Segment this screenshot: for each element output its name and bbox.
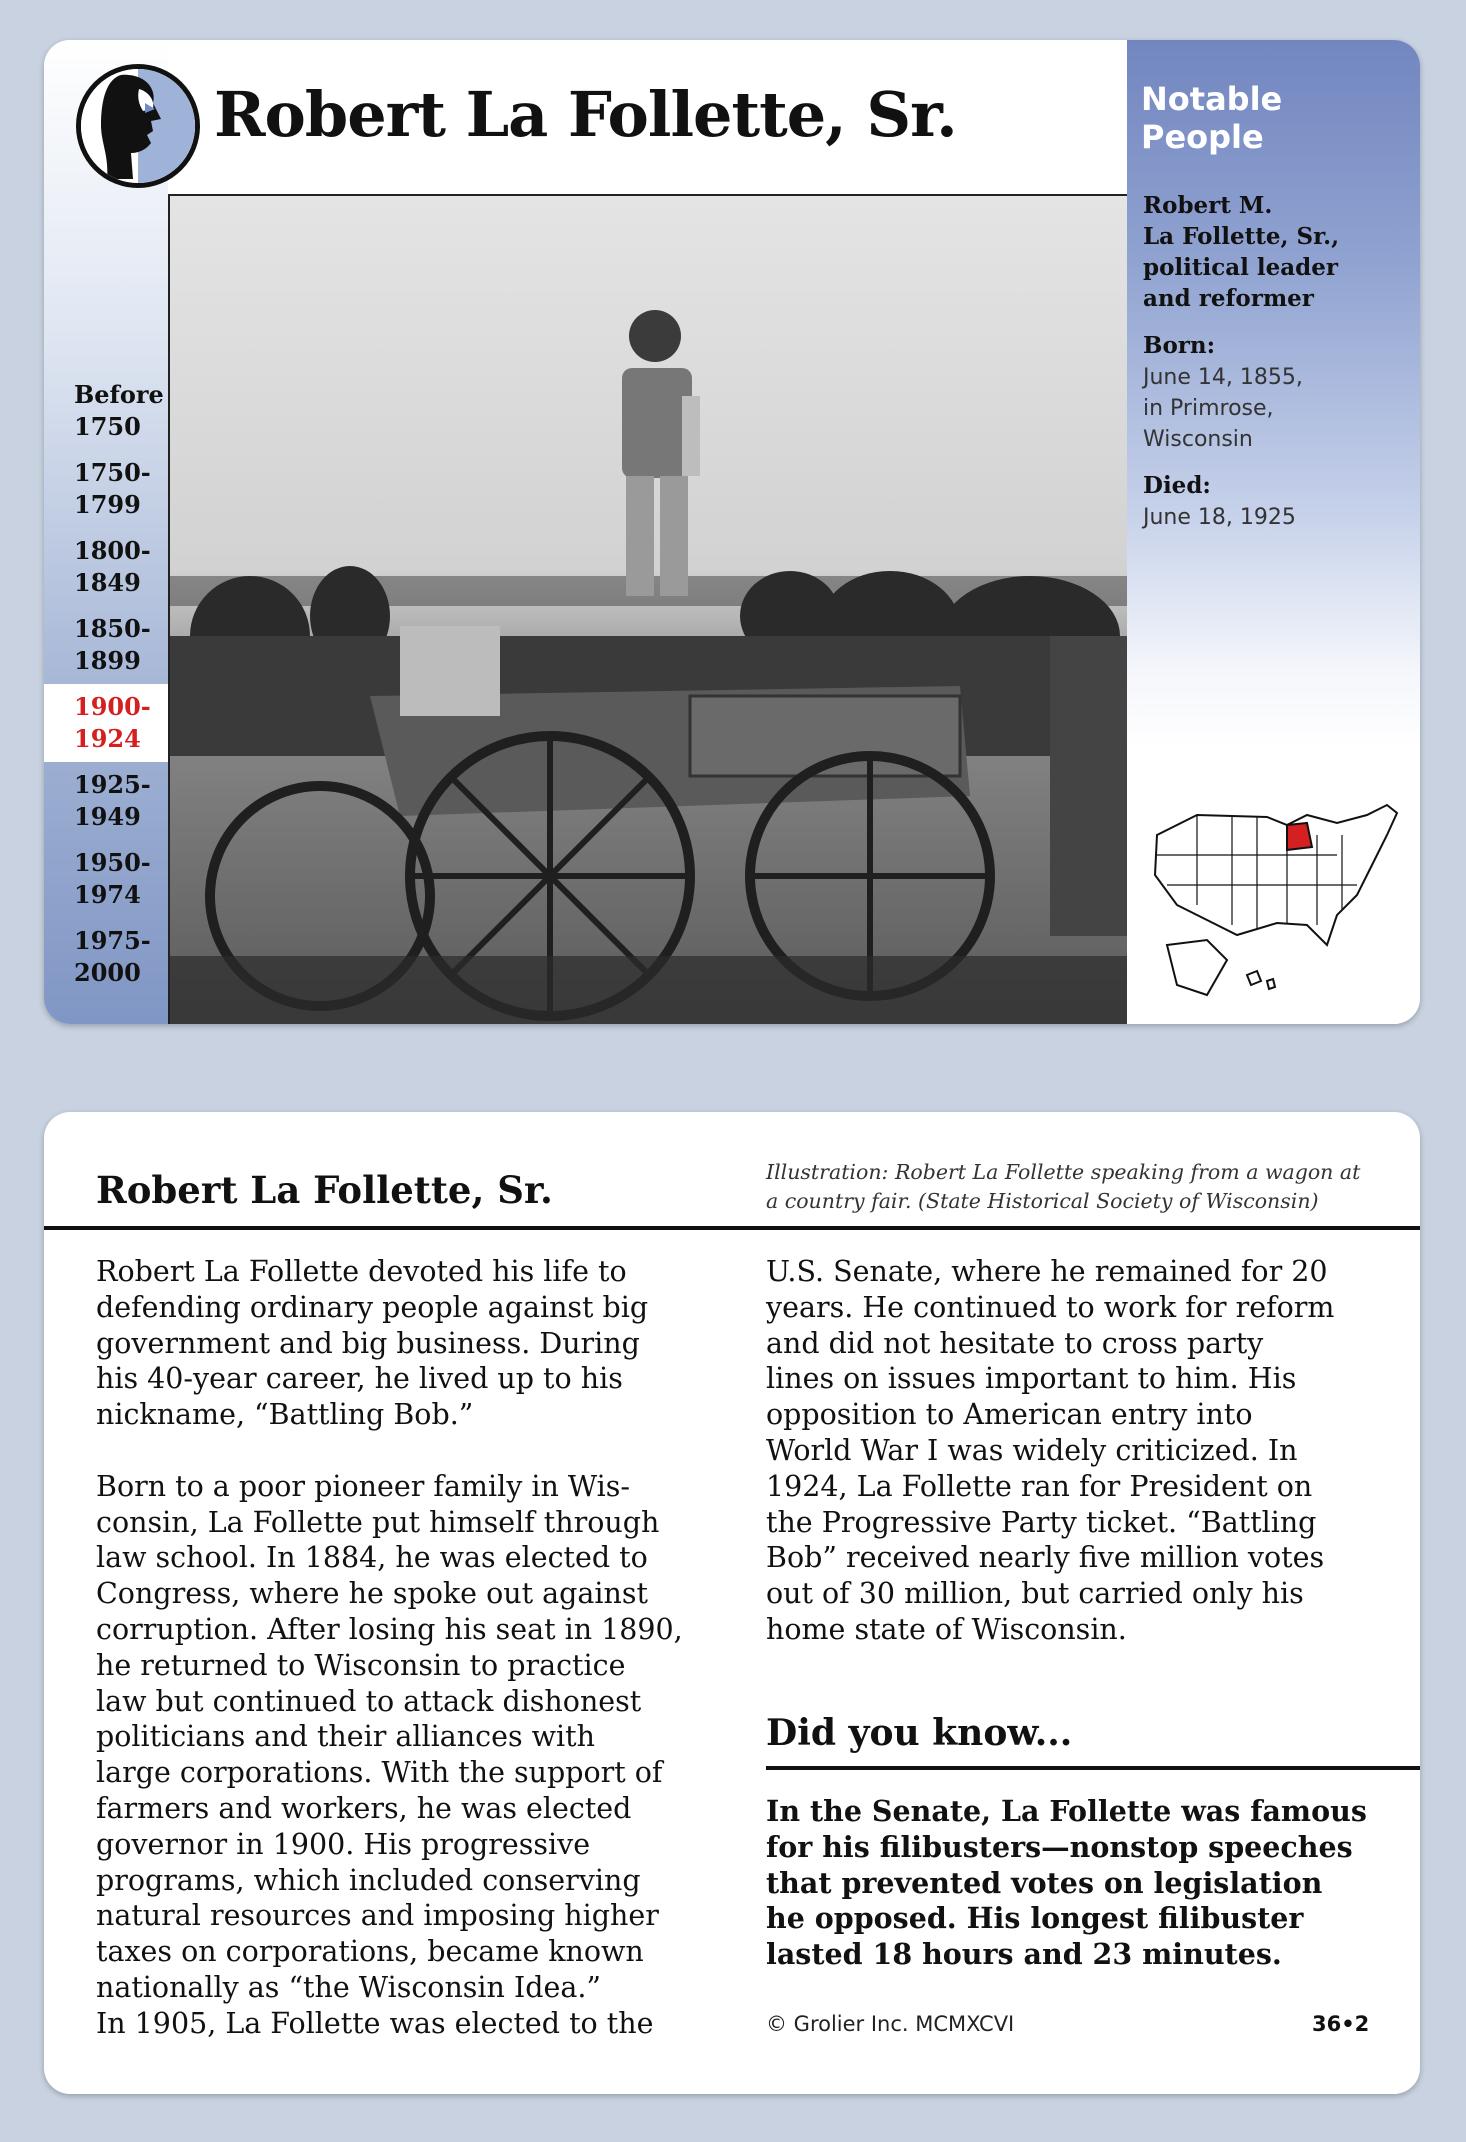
era-list (44, 372, 168, 996)
wagon-speech-photo (168, 194, 1130, 1024)
era-1950-1974[interactable]: 1950- 1974 (74, 848, 151, 909)
photo-caption: Illustration: Robert La Follette speaking from a wagon at a country fair. (State Historical Society of Wisconsin) (766, 1160, 1361, 1213)
us-map-wisconsin-highlight (1137, 795, 1409, 1005)
back-heading: Robert La Follette, Sr. (96, 1168, 553, 1212)
back-card (44, 1112, 1420, 2094)
copyright-notice: © Grolier Inc. MCMXCVI (766, 2012, 1015, 2036)
card-title: Robert La Follette, Sr. (214, 78, 957, 151)
subject-description: Robert M. La Follette, Sr., political leader and reformer (1143, 192, 1340, 312)
card-number: 36•2 (1312, 2012, 1370, 2036)
era-1850-1899[interactable]: 1850- 1899 (74, 614, 151, 675)
front-card (44, 40, 1420, 1024)
born-label: Born: (1143, 332, 1216, 359)
era-1900-1924-active[interactable]: 1900- 1924 (44, 684, 168, 762)
era-before-1750[interactable]: Before 1750 (74, 380, 164, 441)
era-1925-1949[interactable]: 1925- 1949 (74, 770, 151, 831)
info-panel (1127, 40, 1420, 1024)
did-you-know-divider (766, 1766, 1420, 1770)
era-1750-1799[interactable]: 1750- 1799 (74, 458, 151, 519)
era-1800-1849[interactable]: 1800- 1849 (74, 536, 151, 597)
biography-left-column: Robert La Follette devoted his life to defending ordinary people against big government and big business. During his 40-year career, he lived up to his nickname, “Battling Bob.” Born to a poor pioneer family in Wis- consin, La Follette put himself through law school. In 1884, he was elected to Congress, where he spoke out against corruption. After losing his seat in 1890, he returned to Wisconsin to practice law but continued to attack dishonest politicians and their alliances with large corporations. With the support of farmers and workers, he was elected governor in 1900. His progressive programs, which included conserving natural resources and imposing higher taxes on corporations, became known nationally as “the Wisconsin Idea.” In 1905, La Follette was elected to the (96, 1255, 683, 2040)
profile-face-logo-icon (76, 64, 200, 188)
died-value: June 18, 1925 (1143, 505, 1296, 530)
born-value: June 14, 1855, in Primrose, Wisconsin (1143, 365, 1303, 452)
did-you-know-body: In the Senate, La Follette was famous for his filibusters—nonstop speeches that prevented votes on legislation he opposed. His longest filibuster lasted 18 hours and 23 minutes. (766, 1794, 1367, 1972)
biography-right-column: U.S. Senate, where he remained for 20 years. He continued to work for reform and did not hesitate to cross party lines on issues important to him. His opposition to American entry into World War I was widely criticized. In 1924, La Follette ran for President on the Progressive Party ticket. “Battling Bob” received nearly five million votes out of 30 million, but carried only his home state of Wisconsin. (766, 1255, 1335, 1646)
era-sidebar (44, 40, 168, 1024)
heading-divider (44, 1226, 1420, 1230)
category-label: Notable People (1141, 80, 1283, 156)
era-1975-2000[interactable]: 1975- 2000 (74, 926, 151, 987)
died-label: Died: (1143, 472, 1211, 499)
did-you-know-heading: Did you know... (766, 1712, 1073, 1754)
